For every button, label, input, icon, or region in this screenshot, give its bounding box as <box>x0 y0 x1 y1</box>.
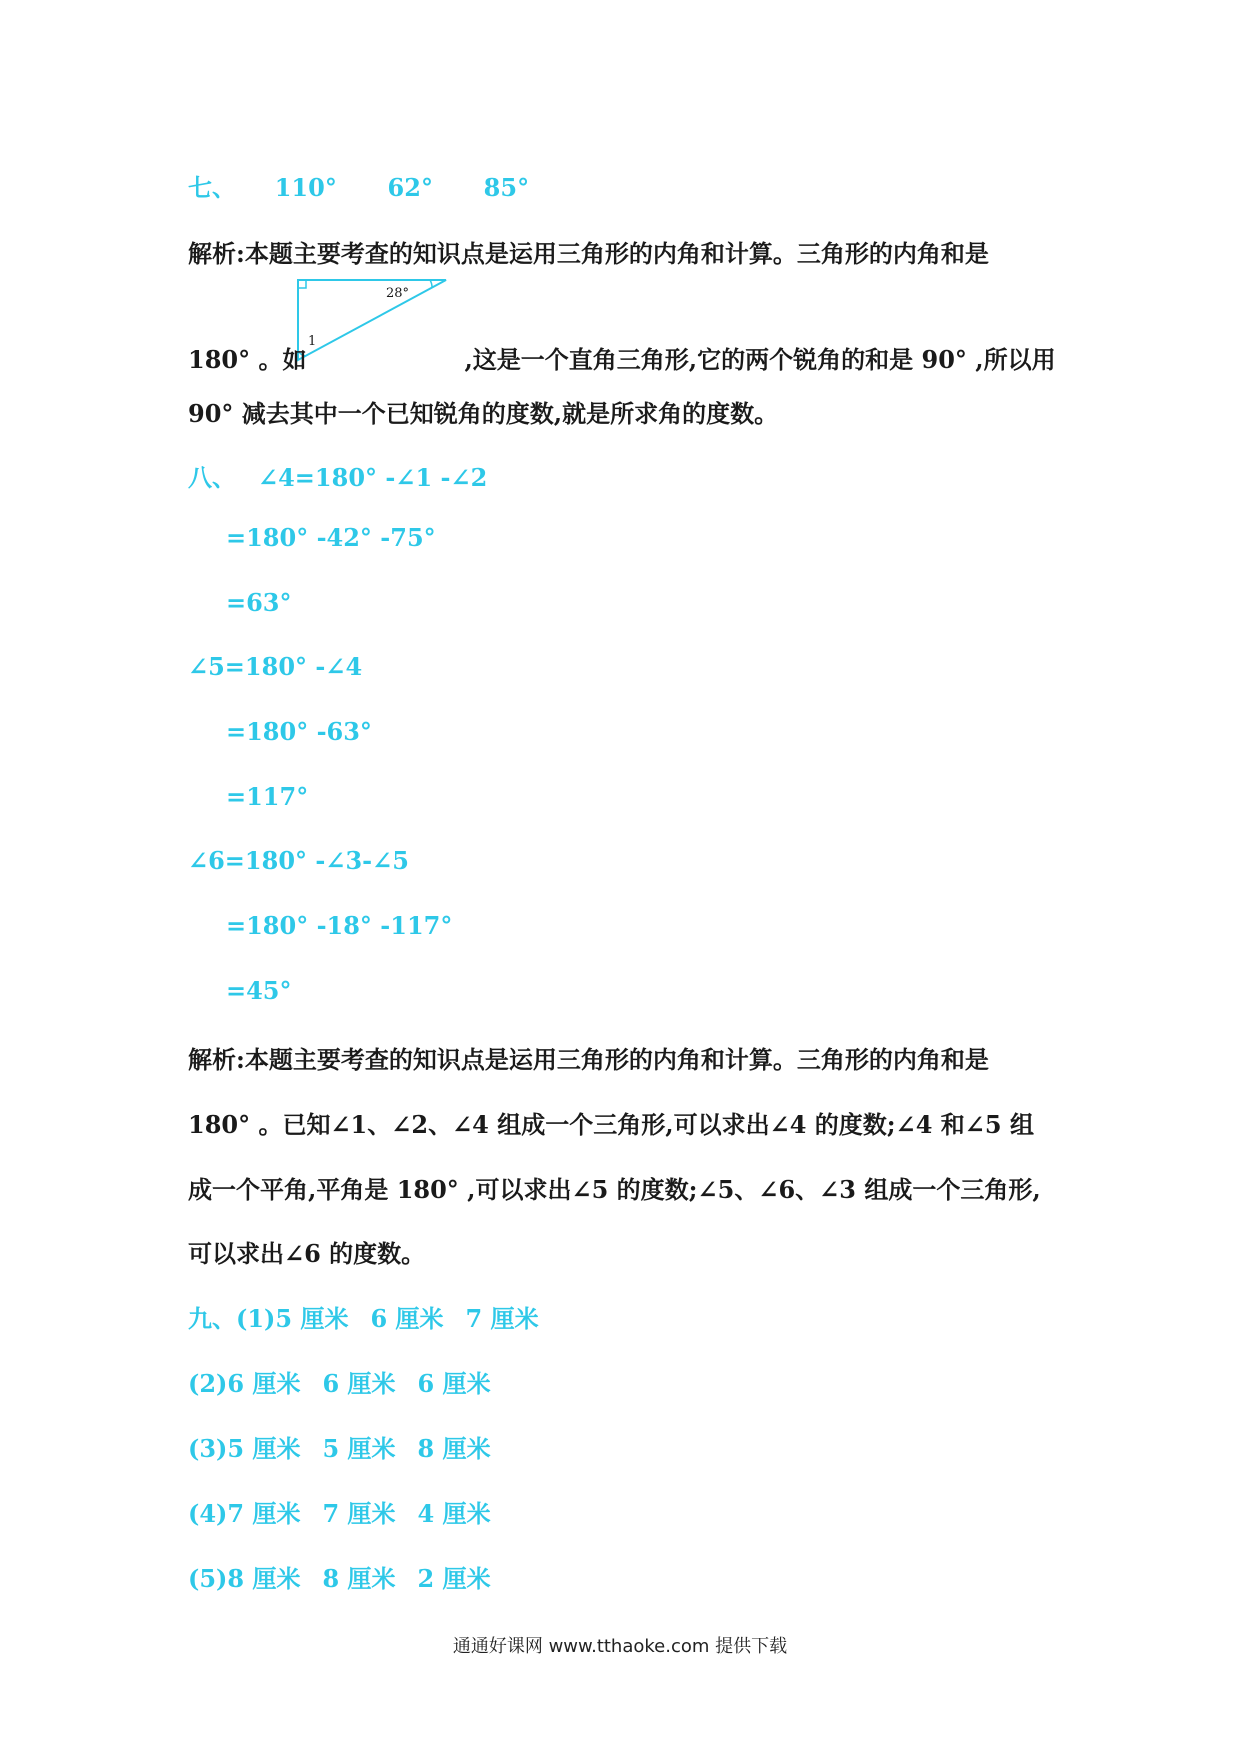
row-value: 6 厘米 <box>322 1369 396 1398</box>
row-value: 7 厘米 <box>322 1499 396 1528</box>
analysis-2-line-2: 180° 。已知∠1、∠2、∠4 组成一个三角形,可以求出∠4 的度数;∠4 和∠5 组 <box>188 1110 1034 1139</box>
row-value: 7 厘米 <box>465 1304 539 1333</box>
section-8-step-1 <box>188 458 487 493</box>
row-value: 5 厘米 <box>227 1434 301 1463</box>
row-index: (2) <box>188 1369 228 1398</box>
angle-label-28: 28° <box>386 286 410 301</box>
analysis-1-line-2-b: ,这是一个直角三角形,它的两个锐角的和是 90° ,所以用 <box>464 345 1056 374</box>
section-8-step-3: =63° <box>226 588 292 617</box>
section-8-label: 八、 <box>188 463 236 492</box>
section-8-step-6: =117° <box>226 782 309 811</box>
section-7-label: 七、 <box>188 173 236 202</box>
answer-value: 62° <box>387 173 433 202</box>
section-9-row-1 <box>188 1299 539 1334</box>
row-index: (5) <box>188 1564 228 1593</box>
section-9-label: 九、 <box>188 1304 236 1333</box>
section-8-step-5: =180° -63° <box>226 717 372 746</box>
analysis-1-line-2-a: 180° 。如 <box>188 345 307 374</box>
row-value: 7 厘米 <box>227 1499 301 1528</box>
page-footer: 通通好课网 www.tthaoke.com 提供下载 <box>452 1636 788 1657</box>
angle-arc <box>430 280 432 288</box>
row-value: 6 厘米 <box>370 1304 444 1333</box>
row-value: 4 厘米 <box>417 1499 491 1528</box>
analysis-1-line-2 <box>188 340 1056 375</box>
answer-value: 85° <box>483 173 530 202</box>
analysis-1-line-3: 90° 减去其中一个已知锐角的度数,就是所求角的度数。 <box>188 399 779 428</box>
section-7-answer <box>188 168 529 203</box>
row-value: 5 厘米 <box>275 1304 349 1333</box>
section-9-row-3 <box>188 1429 491 1464</box>
row-value: 5 厘米 <box>322 1434 396 1463</box>
analysis-1-line-1: 解析:本题主要考查的知识点是运用三角形的内角和计算。三角形的内角和是 <box>188 239 989 268</box>
section-9-row-4 <box>188 1494 491 1529</box>
row-value: 8 厘米 <box>322 1564 396 1593</box>
row-value: 8 厘米 <box>227 1564 301 1593</box>
analysis-2-line-4: 可以求出∠6 的度数。 <box>188 1239 426 1268</box>
row-value: 8 厘米 <box>417 1434 491 1463</box>
step-text: ∠4=180° -∠1 -∠2 <box>258 463 488 492</box>
row-value: 2 厘米 <box>417 1564 491 1593</box>
section-8-step-7: ∠6=180° -∠3-∠5 <box>188 846 409 875</box>
section-9-row-5 <box>188 1559 491 1594</box>
analysis-2-line-3: 成一个平角,平角是 180° ,可以求出∠5 的度数;∠5、∠6、∠3 组成一个三角形, <box>188 1175 1041 1204</box>
section-8-step-8: =180° -18° -117° <box>226 911 453 940</box>
section-8-step-9: =45° <box>226 976 292 1005</box>
row-value: 6 厘米 <box>417 1369 491 1398</box>
section-8-step-4: ∠5=180° -∠4 <box>188 652 363 681</box>
section-8-step-2: =180° -42° -75° <box>226 523 436 552</box>
answer-value: 110° <box>274 173 337 202</box>
section-9-row-2 <box>188 1364 491 1399</box>
right-angle-mark <box>298 280 306 288</box>
row-index: (1) <box>236 1304 276 1333</box>
row-value: 6 厘米 <box>227 1369 301 1398</box>
analysis-2-line-1: 解析:本题主要考查的知识点是运用三角形的内角和计算。三角形的内角和是 <box>188 1045 989 1074</box>
angle-label-1: 1 <box>308 334 317 349</box>
row-index: (4) <box>188 1499 228 1528</box>
row-index: (3) <box>188 1434 228 1463</box>
